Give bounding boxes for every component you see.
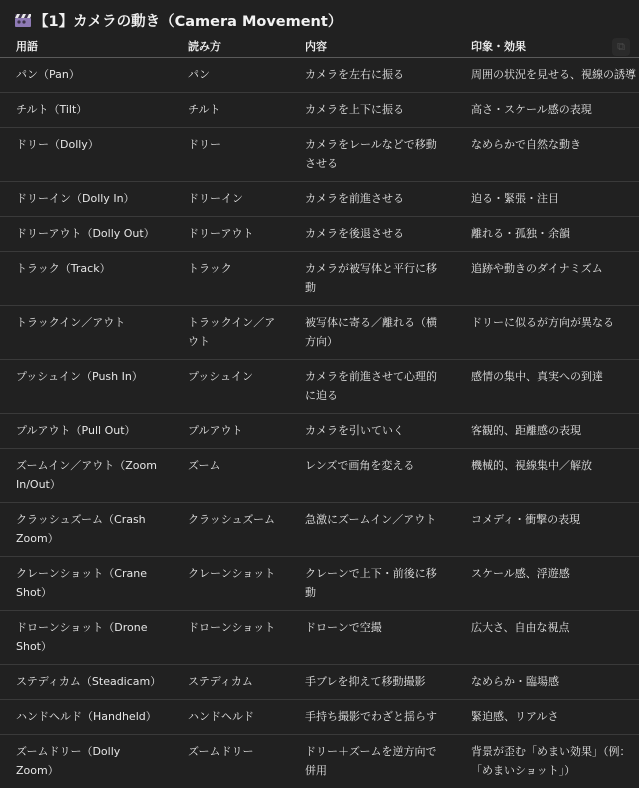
term-cell: ドリーイン（Dolly In） — [0, 182, 172, 217]
reading-cell: ドリーイン — [172, 182, 289, 217]
effect-cell: なめらか・臨場感 — [455, 665, 639, 700]
effect-cell: 離れる・孤独・余韻 — [455, 217, 639, 252]
content-cell: ドリー＋ズームを逆方向で併用 — [289, 735, 455, 788]
header-effect: 印象・効果 — [455, 34, 639, 58]
term-cell: ハンドヘルド（Handheld） — [0, 700, 172, 735]
content-cell: クレーンで上下・前後に移動 — [289, 557, 455, 611]
reading-cell: クレーンショット — [172, 557, 289, 611]
content-cell: カメラを引いていく — [289, 414, 455, 449]
table-row — [0, 128, 639, 182]
effect-cell: 高さ・スケール感の表現 — [455, 93, 639, 128]
term-cell: パン（Pan） — [0, 58, 172, 93]
term-cell: プルアウト（Pull Out） — [0, 414, 172, 449]
table-row — [0, 306, 639, 360]
effect-cell: 感情の集中、真実への到達 — [455, 360, 639, 414]
table-row — [0, 414, 639, 449]
content-cell: カメラを左右に振る — [289, 58, 455, 93]
reading-cell: ドローンショット — [172, 611, 289, 665]
heading-title: 【1】カメラの動き（Camera Movement） — [34, 10, 342, 31]
effect-cell: 客観的、距離感の表現 — [455, 414, 639, 449]
term-cell: ドリー（Dolly） — [0, 128, 172, 182]
content-cell: レンズで画角を変える — [289, 449, 455, 503]
header-reading: 読み方 — [172, 34, 289, 58]
table-row — [0, 665, 639, 700]
table-row — [0, 182, 639, 217]
content-cell: 急激にズームイン／アウト — [289, 503, 455, 557]
term-cell: ズームドリー（Dolly Zoom） — [0, 735, 172, 788]
table-row — [0, 58, 639, 93]
table-header — [0, 34, 639, 58]
table-row — [0, 611, 639, 665]
content-cell: カメラを上下に振る — [289, 93, 455, 128]
effect-cell: 広大さ、自由な視点 — [455, 611, 639, 665]
effect-cell: 背景が歪む「めまい効果」（例： 「めまいショット」） — [455, 735, 639, 788]
copy-icon: ⧉ — [617, 40, 625, 53]
table-row — [0, 449, 639, 503]
content-cell: カメラを後退させる — [289, 217, 455, 252]
content-cell: カメラをレールなどで移動させる — [289, 128, 455, 182]
table-row — [0, 217, 639, 252]
effect-cell: 緊迫感、リアルさ — [455, 700, 639, 735]
effect-cell: コメディ・衝撃の表現 — [455, 503, 639, 557]
content-cell: カメラを前進させる — [289, 182, 455, 217]
reading-cell: ドリー — [172, 128, 289, 182]
reading-cell: トラック — [172, 252, 289, 306]
term-cell: トラック（Track） — [0, 252, 172, 306]
clapperboard-icon — [14, 12, 32, 28]
term-cell: クレーンショット（Crane Shot） — [0, 557, 172, 611]
table-header-row — [0, 34, 639, 58]
term-cell: ドローンショット（Drone Shot） — [0, 611, 172, 665]
effect-cell: なめらかで自然な動き — [455, 128, 639, 182]
table-row — [0, 557, 639, 611]
table-row — [0, 93, 639, 128]
reading-cell: ステディカム — [172, 665, 289, 700]
reading-cell: ズーム — [172, 449, 289, 503]
effect-cell: 周囲の状況を見せる、視線の誘導 — [455, 58, 639, 93]
content-cell: カメラを前進させて心理的に迫る — [289, 360, 455, 414]
reading-cell: トラックイン／アウト — [172, 306, 289, 360]
reading-cell: プルアウト — [172, 414, 289, 449]
effect-cell: 迫る・緊張・注目 — [455, 182, 639, 217]
reading-cell: チルト — [172, 93, 289, 128]
term-cell: ドリーアウト（Dolly Out） — [0, 217, 172, 252]
term-cell: ステディカム（Steadicam） — [0, 665, 172, 700]
effect-cell: 追跡や動きのダイナミズム — [455, 252, 639, 306]
camera-movement-table — [0, 34, 639, 788]
term-cell: ズームイン／アウト（Zoom In/Out） — [0, 449, 172, 503]
term-cell: クラッシュズーム（Crash Zoom） — [0, 503, 172, 557]
header-content: 内容 — [289, 34, 455, 58]
section-heading — [14, 8, 342, 32]
reading-cell: プッシュイン — [172, 360, 289, 414]
content-cell: 被写体に寄る／離れる（横方向） — [289, 306, 455, 360]
table-row — [0, 360, 639, 414]
term-cell: プッシュイン（Push In） — [0, 360, 172, 414]
effect-cell: 機械的、視線集中／解放 — [455, 449, 639, 503]
content-cell: ドローンで空撮 — [289, 611, 455, 665]
content-cell: 手持ち撮影でわざと揺らす — [289, 700, 455, 735]
effect-cell: スケール感、浮遊感 — [455, 557, 639, 611]
header-term: 用語 — [0, 34, 172, 58]
table-row — [0, 252, 639, 306]
table-row — [0, 700, 639, 735]
effect-cell: ドリーに似るが方向が異なる — [455, 306, 639, 360]
reading-cell: ドリーアウト — [172, 217, 289, 252]
content-cell: カメラが被写体と平行に移動 — [289, 252, 455, 306]
reading-cell: ズームドリー — [172, 735, 289, 788]
term-cell: トラックイン／アウト — [0, 306, 172, 360]
content-cell: 手ブレを抑えて移動撮影 — [289, 665, 455, 700]
reading-cell: ハンドヘルド — [172, 700, 289, 735]
reading-cell: パン — [172, 58, 289, 93]
table-body — [0, 58, 639, 788]
table-row — [0, 503, 639, 557]
term-cell: チルト（Tilt） — [0, 93, 172, 128]
reading-cell: クラッシュズーム — [172, 503, 289, 557]
